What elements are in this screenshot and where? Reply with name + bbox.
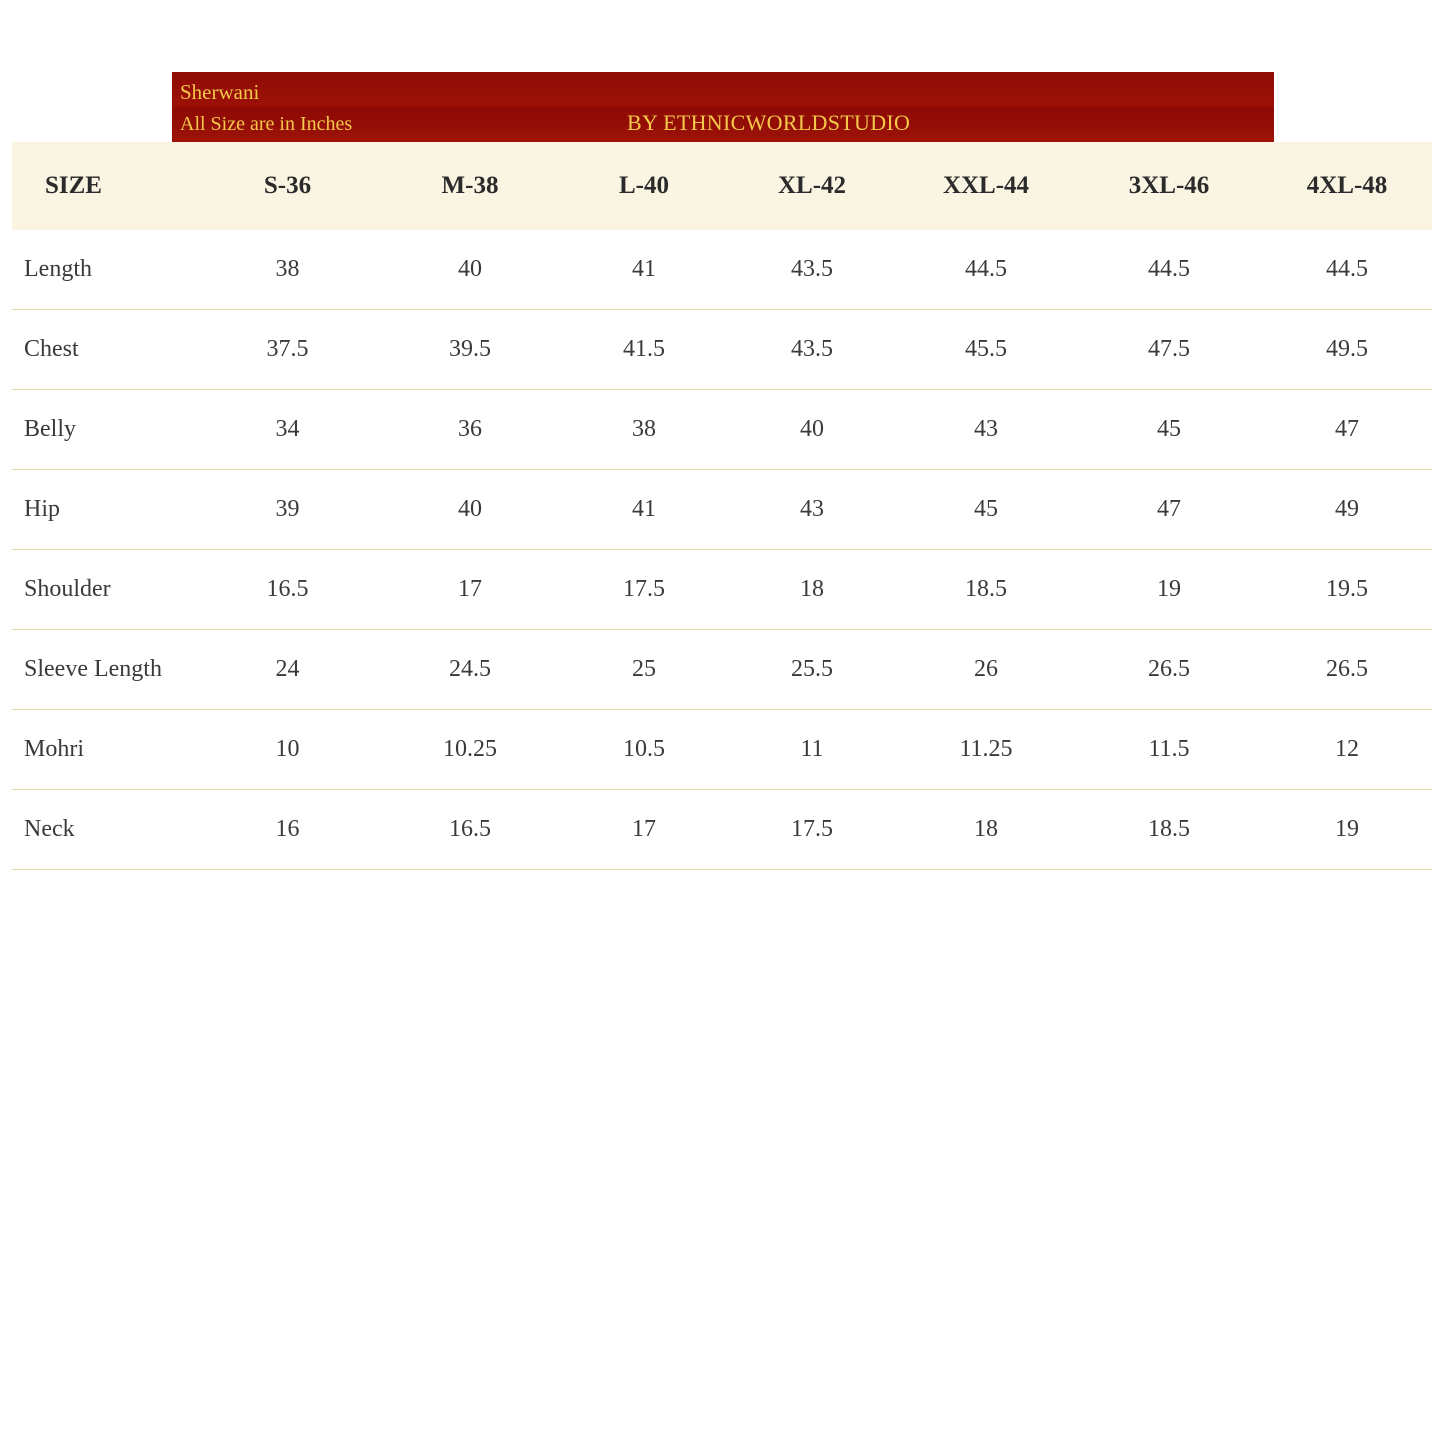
cell: 16.5 xyxy=(195,550,380,630)
cell: 12 xyxy=(1262,710,1432,790)
cell: 11.25 xyxy=(896,710,1076,790)
header-cell-xl42: XL-42 xyxy=(777,171,847,199)
cell: 40 xyxy=(380,470,560,550)
cell: 40 xyxy=(380,230,560,310)
row-label: Neck xyxy=(12,790,195,870)
cell: 43 xyxy=(728,470,896,550)
cell: 18 xyxy=(896,790,1076,870)
cell: 41.5 xyxy=(560,310,728,390)
cell: 10.5 xyxy=(560,710,728,790)
header-cell-3xl46: 3XL-46 xyxy=(1128,171,1210,199)
row-label: Belly xyxy=(12,390,195,470)
table-row xyxy=(12,790,1432,870)
cell: 16.5 xyxy=(380,790,560,870)
size-table xyxy=(12,142,1432,870)
chart-banner xyxy=(172,72,1274,142)
cell: 17 xyxy=(560,790,728,870)
row-label: Length xyxy=(12,230,195,310)
cell: 25.5 xyxy=(728,630,896,710)
cell: 19 xyxy=(1262,790,1432,870)
header-row xyxy=(12,142,1432,230)
cell: 44.5 xyxy=(1076,230,1262,310)
cell: 45 xyxy=(896,470,1076,550)
cell: 49 xyxy=(1262,470,1432,550)
cell: 18.5 xyxy=(1076,790,1262,870)
cell: 38 xyxy=(560,390,728,470)
table-row xyxy=(12,310,1432,390)
cell: 18 xyxy=(728,550,896,630)
cell: 25 xyxy=(560,630,728,710)
cell: 17 xyxy=(380,550,560,630)
banner-subtitle: All Size are in Inches xyxy=(180,113,353,135)
cell: 40 xyxy=(728,390,896,470)
cell: 38 xyxy=(195,230,380,310)
cell: 11.5 xyxy=(1076,710,1262,790)
cell: 47 xyxy=(1262,390,1432,470)
table-row xyxy=(12,550,1432,630)
banner-title: Sherwani xyxy=(180,80,260,104)
header-cell-m38: M-38 xyxy=(441,171,499,199)
cell: 49.5 xyxy=(1262,310,1432,390)
cell: 10 xyxy=(195,710,380,790)
cell: 17.5 xyxy=(728,790,896,870)
cell: 39.5 xyxy=(380,310,560,390)
header-cell-size: SIZE xyxy=(45,171,102,199)
banner-left-text xyxy=(180,76,352,140)
cell: 47 xyxy=(1076,470,1262,550)
table-row xyxy=(12,390,1432,470)
table-row xyxy=(12,710,1432,790)
size-table-container xyxy=(12,142,1432,870)
cell: 39 xyxy=(195,470,380,550)
cell: 19.5 xyxy=(1262,550,1432,630)
cell: 26.5 xyxy=(1076,630,1262,710)
cell: 10.25 xyxy=(380,710,560,790)
cell: 37.5 xyxy=(195,310,380,390)
table-row xyxy=(12,470,1432,550)
row-label: Sleeve Length xyxy=(12,630,195,710)
cell: 24 xyxy=(195,630,380,710)
cell: 47.5 xyxy=(1076,310,1262,390)
cell: 34 xyxy=(195,390,380,470)
table-row xyxy=(12,230,1432,310)
cell: 11 xyxy=(728,710,896,790)
cell: 24.5 xyxy=(380,630,560,710)
cell: 43.5 xyxy=(728,310,896,390)
row-label: Chest xyxy=(12,310,195,390)
row-label: Hip xyxy=(12,470,195,550)
cell: 41 xyxy=(560,230,728,310)
cell: 18.5 xyxy=(896,550,1076,630)
cell: 45 xyxy=(1076,390,1262,470)
banner-brand: BY ETHNICWORLDSTUDIO xyxy=(627,110,911,135)
header-cell-4xl48: 4XL-48 xyxy=(1306,171,1388,199)
row-label: Shoulder xyxy=(12,550,195,630)
cell: 36 xyxy=(380,390,560,470)
cell: 19 xyxy=(1076,550,1262,630)
cell: 17.5 xyxy=(560,550,728,630)
cell: 41 xyxy=(560,470,728,550)
table-row xyxy=(12,630,1432,710)
cell: 26.5 xyxy=(1262,630,1432,710)
table-header xyxy=(12,142,1432,230)
table-body xyxy=(12,230,1432,870)
header-cell-xxl44: XXL-44 xyxy=(942,171,1030,199)
cell: 26 xyxy=(896,630,1076,710)
cell: 43.5 xyxy=(728,230,896,310)
cell: 44.5 xyxy=(1262,230,1432,310)
cell: 44.5 xyxy=(896,230,1076,310)
cell: 43 xyxy=(896,390,1076,470)
row-label: Mohri xyxy=(12,710,195,790)
header-cell-l40: L-40 xyxy=(619,171,669,199)
header-cell-s36: S-36 xyxy=(263,171,312,199)
cell: 16 xyxy=(195,790,380,870)
cell: 45.5 xyxy=(896,310,1076,390)
